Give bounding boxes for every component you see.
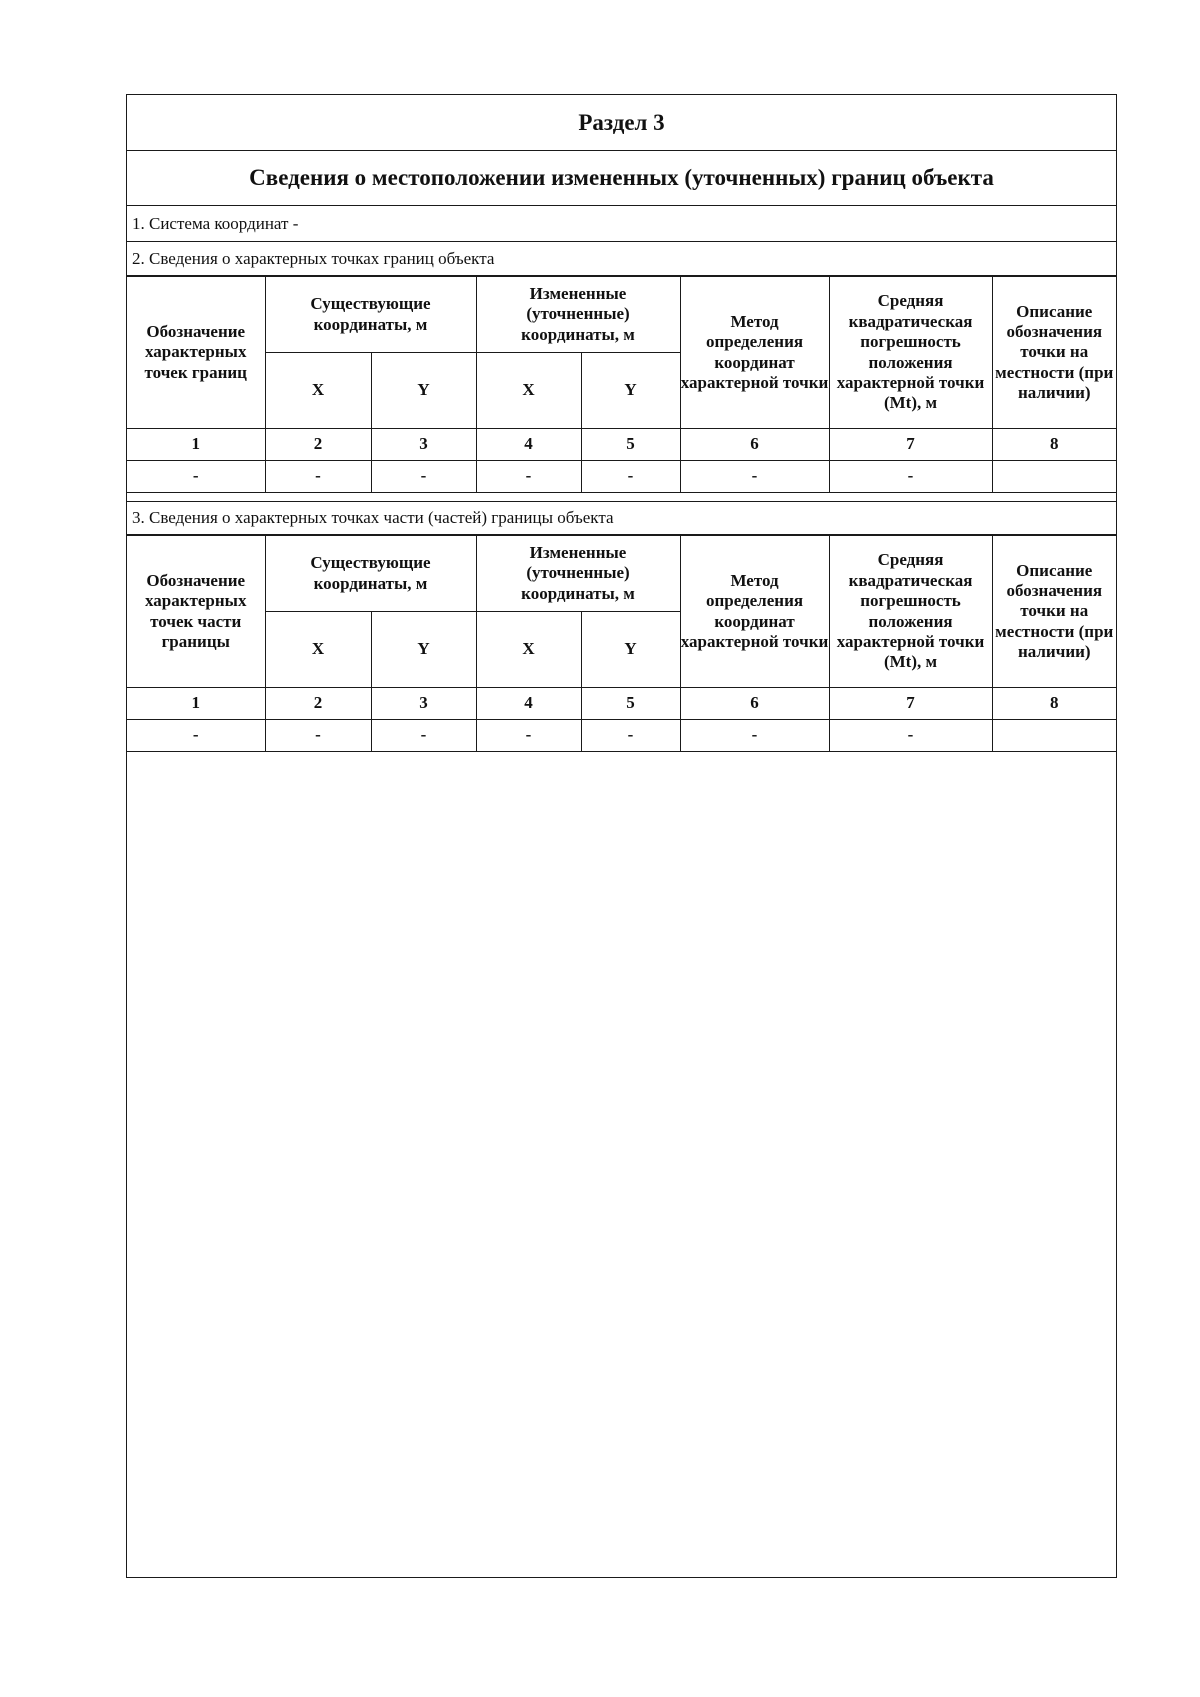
column-number: 1 [127, 688, 265, 720]
table-cell: - [265, 720, 371, 752]
header-existing-y: Y [371, 612, 476, 688]
header-description: Описание обозначения точки на местности (при наличии) [992, 536, 1116, 688]
column-number: 2 [265, 429, 371, 461]
section-title: Раздел 3 [127, 95, 1116, 151]
table-cell: - [371, 461, 476, 493]
table-cell: - [476, 461, 581, 493]
header-existing-coordinates: Существующие координаты, м [265, 277, 476, 353]
header-changed-coordinates: Измененные (уточненные) координаты, м [476, 536, 680, 612]
table-row [127, 461, 1116, 493]
section-subtitle: Сведения о местоположении измененных (уточненных) границ объекта [127, 151, 1116, 206]
table-cell: - [680, 461, 829, 493]
column-number: 2 [265, 688, 371, 720]
document-frame [126, 94, 1117, 1578]
column-number: 5 [581, 429, 680, 461]
table-cell [992, 720, 1116, 752]
column-number: 3 [371, 429, 476, 461]
header-method: Метод определения координат характерной точки [680, 536, 829, 688]
table-cell: - [581, 720, 680, 752]
part-boundary-points-heading: 3. Сведения о характерных точках части (частей) границы объекта [127, 501, 1116, 535]
table-cell: - [476, 720, 581, 752]
header-existing-x: X [265, 353, 371, 429]
table-cell: - [829, 461, 992, 493]
header-changed-y: Y [581, 353, 680, 429]
column-number: 8 [992, 688, 1116, 720]
header-point-designation: Обозначение характерных точек границ [127, 277, 265, 429]
column-number: 6 [680, 429, 829, 461]
column-number: 7 [829, 429, 992, 461]
header-changed-x: X [476, 353, 581, 429]
column-number: 3 [371, 688, 476, 720]
table-cell [992, 461, 1116, 493]
table-row [127, 720, 1116, 752]
header-existing-coordinates: Существующие координаты, м [265, 536, 476, 612]
column-number: 7 [829, 688, 992, 720]
part-boundary-points-table [127, 535, 1116, 752]
column-number: 4 [476, 429, 581, 461]
table-cell: - [127, 461, 265, 493]
table-cell: - [581, 461, 680, 493]
header-mean-error: Средняя квадратическая погрешность положения характерной точки (Mt), м [829, 536, 992, 688]
header-existing-y: Y [371, 353, 476, 429]
header-changed-y: Y [581, 612, 680, 688]
table-cell: - [127, 720, 265, 752]
column-number: 8 [992, 429, 1116, 461]
column-number: 5 [581, 688, 680, 720]
header-mean-error: Средняя квадратическая погрешность положения характерной точки (Mt), м [829, 277, 992, 429]
boundary-points-heading: 2. Сведения о характерных точках границ объекта [127, 242, 1116, 276]
header-method: Метод определения координат характерной точки [680, 277, 829, 429]
coordinate-system-line: 1. Система координат - [127, 206, 1116, 242]
header-existing-x: X [265, 612, 371, 688]
header-point-designation: Обозначение характерных точек части границы [127, 536, 265, 688]
table-cell: - [371, 720, 476, 752]
column-number: 6 [680, 688, 829, 720]
table-cell: - [265, 461, 371, 493]
header-changed-coordinates: Измененные (уточненные) координаты, м [476, 277, 680, 353]
column-number: 1 [127, 429, 265, 461]
header-changed-x: X [476, 612, 581, 688]
boundary-points-table [127, 276, 1116, 493]
table-cell: - [680, 720, 829, 752]
column-number: 4 [476, 688, 581, 720]
table-cell: - [829, 720, 992, 752]
header-description: Описание обозначения точки на местности (при наличии) [992, 277, 1116, 429]
